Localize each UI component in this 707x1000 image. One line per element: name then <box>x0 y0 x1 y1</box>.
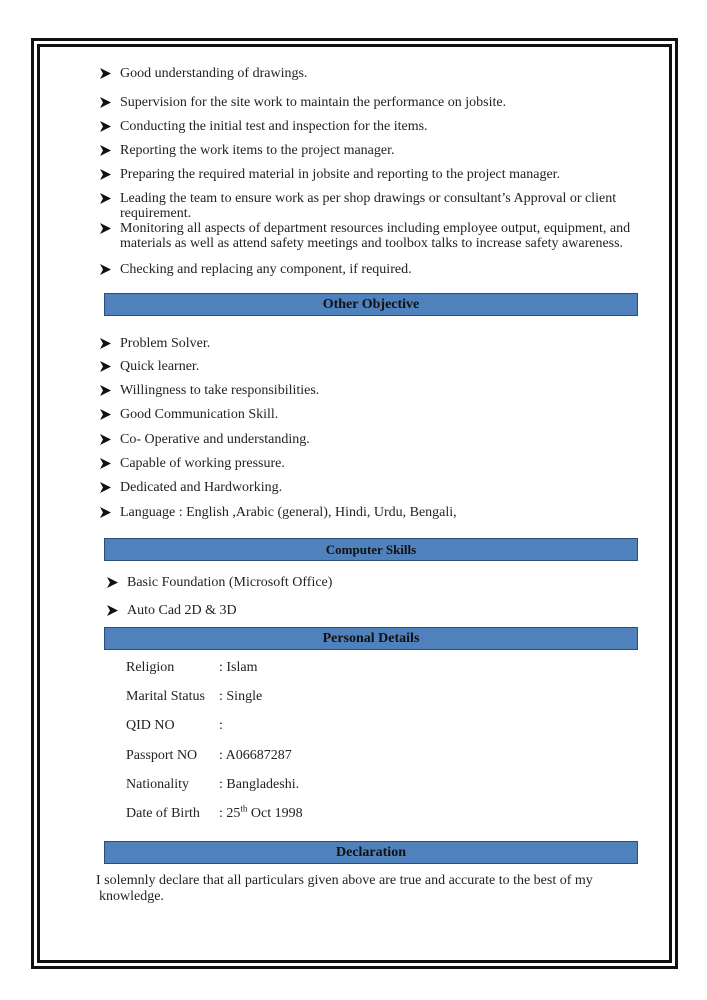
section-header-computer-skills: Computer Skills <box>104 538 638 561</box>
arrow-bullet-icon <box>100 264 111 275</box>
arrow-bullet-icon <box>100 145 111 156</box>
arrow-bullet-icon <box>100 97 111 108</box>
arrow-bullet-icon <box>100 434 111 445</box>
arrow-bullet-icon <box>100 458 111 469</box>
arrow-bullet-icon <box>100 193 111 204</box>
arrow-bullet-icon <box>100 169 111 180</box>
arrow-bullet-icon <box>107 577 118 588</box>
arrow-bullet-icon <box>100 482 111 493</box>
declaration-text: I solemnly declare that all particulars given above are true and accurate to the best of my knowledge. <box>96 873 593 904</box>
section-header-declaration: Declaration <box>104 841 638 864</box>
arrow-bullet-icon <box>100 507 111 518</box>
dob-value: : 25th Oct 1998 <box>219 803 303 821</box>
arrow-bullet-icon <box>100 121 111 132</box>
arrow-bullet-icon <box>107 605 118 616</box>
arrow-bullet-icon <box>100 385 111 396</box>
arrow-bullet-icon <box>100 409 111 420</box>
arrow-bullet-icon <box>100 338 111 349</box>
section-header-other-objective: Other Objective <box>104 293 638 316</box>
arrow-bullet-icon <box>100 361 111 372</box>
arrow-bullet-icon <box>100 223 111 234</box>
arrow-bullet-icon <box>100 68 111 79</box>
section-header-personal-details: Personal Details <box>104 627 638 650</box>
resume-page: Good understanding of drawings. Supervision for the site work to maintain the performance on jobsite. Conducting the initial test and inspection for the items. Reporting the work items to the project manager. Preparing the required material in jobsite and reporting to the project manager. Leading the team to ensure work as per shop drawings or consultant’s Approval or client requirement. Monitoring all aspects of department resources including employee output, equipment, and materials as well as attend safety meetings and toolbox talks to increase safety awareness. Checking and replacing any component, if required. Other Objective Problem Solver. Quick learner. Willingness to take responsibilities. Good Communication Skill. Co- Operative and understanding. Capable of working pressure. Dedicated and Hardworking. Language : English ,Arabic (general), Hindi, Urdu, Bengali, Computer Skills Basic Foundation (Microsoft Office) Auto Cad 2D & 3D Personal Details Religion : Islam Marital Status : Single QID NO : Passport NO : A06687287 Nationality : Bangladeshi. Date of Birth : 25th Oct 1998 Declaration I solemnly declare that all particulars given above are true and accurate to the best of my knowledge. <box>0 0 707 1000</box>
